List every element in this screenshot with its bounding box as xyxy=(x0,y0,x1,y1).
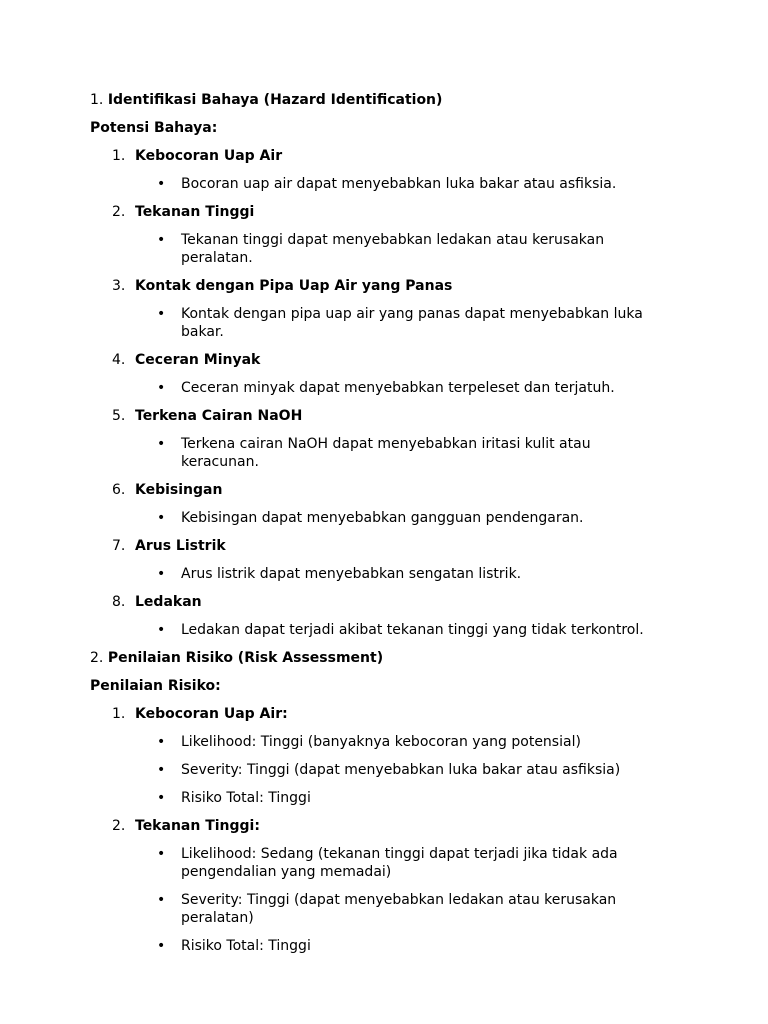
list-item-title: Ledakan xyxy=(135,594,202,610)
bullet-item xyxy=(90,789,678,807)
list-item-heading xyxy=(90,351,678,369)
bullet-list xyxy=(90,733,678,807)
bullet-icon: • xyxy=(157,306,166,322)
bullet-text: Tekanan tinggi dapat menyebabkan ledakan atau kerusakan peralatan. xyxy=(181,232,605,266)
bullet-item xyxy=(90,565,678,583)
list-item-number: 4. xyxy=(112,352,126,368)
bullet-icon: • xyxy=(157,380,166,396)
bullet-icon: • xyxy=(157,510,166,526)
risk-list xyxy=(90,705,678,955)
list-item-heading xyxy=(90,593,678,611)
bullet-icon: • xyxy=(157,938,166,954)
list-item xyxy=(90,817,678,955)
list-item-number: 8. xyxy=(112,594,126,610)
bullet-item xyxy=(90,435,678,471)
list-item-number: 7. xyxy=(112,538,126,554)
bullet-icon: • xyxy=(157,566,166,582)
bullet-list xyxy=(90,305,678,341)
section-title: Identifikasi Bahaya (Hazard Identification) xyxy=(107,92,443,108)
bullet-text: Severity: Tinggi (dapat menyebabkan luka bakar atau asfiksia) xyxy=(181,762,621,778)
list-item xyxy=(90,407,678,471)
bullet-icon: • xyxy=(157,176,166,192)
list-item-title: Tekanan Tinggi xyxy=(135,204,255,220)
list-item-heading xyxy=(90,147,678,165)
list-item-title: Kebocoran Uap Air xyxy=(135,148,283,164)
bullet-icon: • xyxy=(157,790,166,806)
bullet-text: Risiko Total: Tinggi xyxy=(181,790,311,806)
section-hazard-identification xyxy=(90,91,678,639)
bullet-text: Likelihood: Sedang (tekanan tinggi dapat terjadi jika tidak ada pengendalian yang memadai) xyxy=(181,846,618,880)
bullet-item xyxy=(90,937,678,955)
section-number: 1. xyxy=(90,92,104,108)
section-subheading: Potensi Bahaya: xyxy=(90,120,218,136)
list-item-title: Tekanan Tinggi: xyxy=(135,818,260,834)
bullet-text: Arus listrik dapat menyebabkan sengatan listrik. xyxy=(181,566,522,582)
list-item-number: 2. xyxy=(112,204,126,220)
bullet-list xyxy=(90,565,678,583)
bullet-item xyxy=(90,761,678,779)
bullet-text: Terkena cairan NaOH dapat menyebabkan iritasi kulit atau keracunan. xyxy=(181,436,591,470)
bullet-icon: • xyxy=(157,892,166,908)
list-item-heading xyxy=(90,277,678,295)
list-item xyxy=(90,705,678,807)
section-heading xyxy=(90,91,678,109)
bullet-text: Bocoran uap air dapat menyebabkan luka bakar atau asfiksia. xyxy=(181,176,617,192)
list-item-title: Kebocoran Uap Air: xyxy=(135,706,288,722)
bullet-list xyxy=(90,845,678,955)
list-item-title: Arus Listrik xyxy=(135,538,226,554)
list-item xyxy=(90,203,678,267)
section-heading xyxy=(90,649,678,667)
list-item-title: Kebisingan xyxy=(135,482,223,498)
bullet-item xyxy=(90,175,678,193)
list-item-number: 5. xyxy=(112,408,126,424)
list-item-title: Terkena Cairan NaOH xyxy=(135,408,303,424)
bullet-item xyxy=(90,509,678,527)
list-item-heading xyxy=(90,481,678,499)
bullet-item xyxy=(90,845,678,881)
list-item-heading xyxy=(90,407,678,425)
bullet-list xyxy=(90,621,678,639)
bullet-text: Severity: Tinggi (dapat menyebabkan ledakan atau kerusakan peralatan) xyxy=(181,892,617,926)
bullet-icon: • xyxy=(157,734,166,750)
bullet-icon: • xyxy=(157,846,166,862)
bullet-item xyxy=(90,891,678,927)
bullet-item xyxy=(90,231,678,267)
list-item xyxy=(90,537,678,583)
list-item xyxy=(90,277,678,341)
bullet-list xyxy=(90,509,678,527)
bullet-text: Kontak dengan pipa uap air yang panas dapat menyebabkan luka bakar. xyxy=(181,306,643,340)
bullet-text: Risiko Total: Tinggi xyxy=(181,938,311,954)
list-item-number: 6. xyxy=(112,482,126,498)
bullet-item xyxy=(90,305,678,341)
list-item-heading xyxy=(90,203,678,221)
list-item xyxy=(90,351,678,397)
section-risk-assessment xyxy=(90,649,678,955)
list-item-number: 2. xyxy=(112,818,126,834)
bullet-text: Kebisingan dapat menyebabkan gangguan pendengaran. xyxy=(181,510,584,526)
bullet-item xyxy=(90,379,678,397)
section-subheading: Penilaian Risiko: xyxy=(90,678,221,694)
list-item xyxy=(90,147,678,193)
section-number: 2. xyxy=(90,650,104,666)
section-title: Penilaian Risiko (Risk Assessment) xyxy=(107,650,384,666)
list-item-heading xyxy=(90,817,678,835)
bullet-icon: • xyxy=(157,436,166,452)
list-item-heading xyxy=(90,705,678,723)
bullet-text: Likelihood: Tinggi (banyaknya kebocoran yang potensial) xyxy=(181,734,581,750)
bullet-list xyxy=(90,435,678,471)
bullet-icon: • xyxy=(157,762,166,778)
list-item xyxy=(90,481,678,527)
bullet-item xyxy=(90,621,678,639)
list-item xyxy=(90,593,678,639)
bullet-icon: • xyxy=(157,622,166,638)
list-item-title: Kontak dengan Pipa Uap Air yang Panas xyxy=(135,278,453,294)
bullet-list xyxy=(90,175,678,193)
bullet-text: Ceceran minyak dapat menyebabkan terpeleset dan terjatuh. xyxy=(181,380,615,396)
list-item-heading xyxy=(90,537,678,555)
bullet-icon: • xyxy=(157,232,166,248)
list-item-number: 3. xyxy=(112,278,126,294)
bullet-text: Ledakan dapat terjadi akibat tekanan tinggi yang tidak terkontrol. xyxy=(181,622,644,638)
bullet-list xyxy=(90,379,678,397)
list-item-number: 1. xyxy=(112,706,126,722)
hazard-list xyxy=(90,147,678,639)
bullet-list xyxy=(90,231,678,267)
list-item-title: Ceceran Minyak xyxy=(135,352,261,368)
bullet-item xyxy=(90,733,678,751)
list-item-number: 1. xyxy=(112,148,126,164)
